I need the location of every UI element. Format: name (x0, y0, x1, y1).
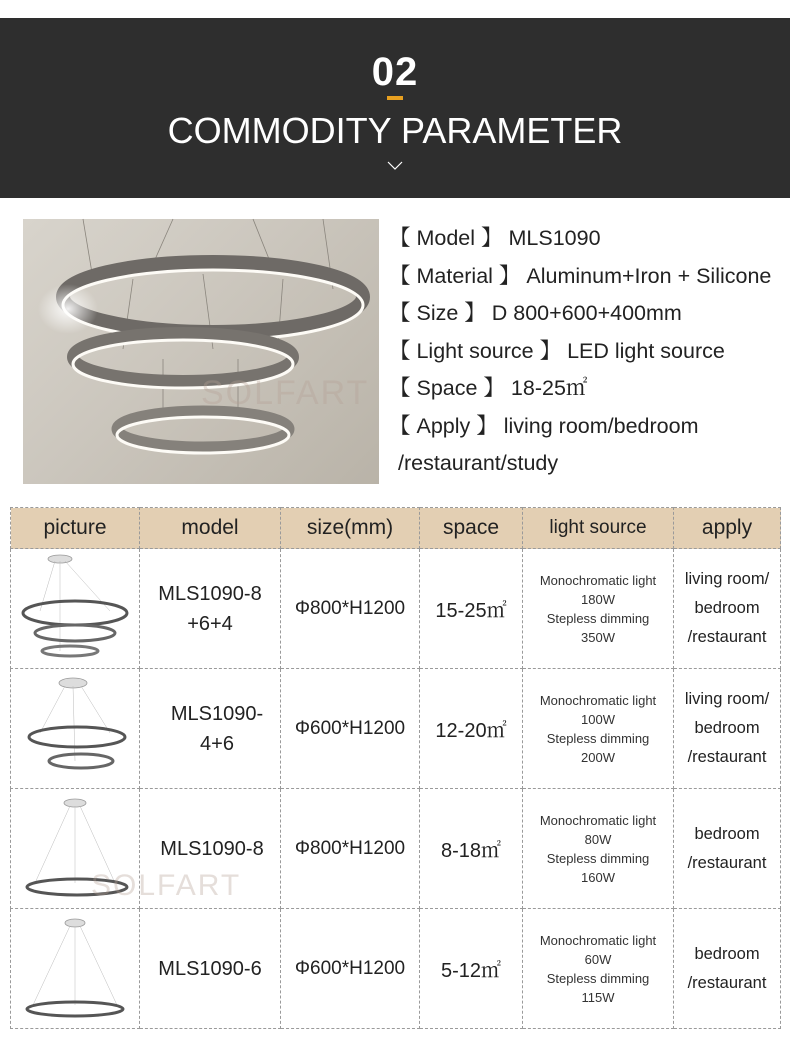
spec-space (389, 370, 784, 408)
three-ring-lamp-icon (15, 551, 135, 667)
spec-value: Aluminum+Iron + Silicone (526, 263, 772, 288)
apply-line: /restaurant (687, 628, 767, 646)
apply-cell (674, 669, 781, 789)
spec-value: LED light source (567, 338, 725, 363)
light-line: Monochromatic light (539, 932, 657, 948)
spec-apply (389, 408, 784, 446)
light-source-cell (523, 669, 674, 789)
table-row (11, 669, 781, 789)
table-row (11, 909, 781, 1029)
space-cell: 8-18㎡ (420, 789, 523, 909)
model-cell (140, 549, 281, 669)
spec-label: 【 Model 】 (389, 226, 503, 250)
header-size: size(mm) (281, 508, 420, 549)
spec-light-source (389, 333, 784, 371)
table-row (11, 549, 781, 669)
spec-size (389, 295, 784, 333)
chevron-down-icon (385, 156, 405, 176)
spec-label: 【 Light source 】 (389, 338, 562, 363)
apply-cell (674, 789, 781, 909)
spec-value: D 800+600+400mm (491, 301, 682, 325)
apply-line: bedroom (694, 824, 760, 843)
light-line: Stepless dimming (546, 850, 650, 866)
light-line: Monochromatic light (539, 692, 657, 708)
apply-cell (674, 549, 781, 669)
product-thumbnail (11, 549, 140, 669)
space-cell: 5-12㎡ (420, 909, 523, 1029)
apply-line: bedroom (694, 719, 760, 737)
header-apply: apply (674, 508, 781, 549)
apply-line: /restaurant (687, 853, 767, 872)
spec-label: 【 Apply 】 (389, 413, 498, 438)
section-banner (0, 18, 790, 198)
product-photo (23, 219, 379, 484)
header-model: model (140, 508, 281, 549)
apply-line: bedroom (694, 944, 760, 963)
model-line: MLS1090-6 (158, 957, 262, 980)
table-row (11, 789, 781, 909)
model-line: MLS1090-8 (160, 837, 264, 860)
light-line: 115W (581, 989, 615, 1005)
watermark-logo: SOLFART (201, 374, 370, 412)
size-cell: Φ800*H1200 (281, 789, 420, 909)
light-line: Stepless dimming (546, 730, 650, 746)
spec-value: MLS1090 (508, 226, 601, 250)
header-light-source: light source (523, 508, 674, 549)
model-cell (140, 669, 281, 789)
light-line: Stepless dimming (546, 610, 650, 626)
table-header-row (11, 508, 781, 549)
accent-underline (387, 96, 403, 100)
light-line: Monochromatic light (539, 572, 657, 588)
spec-label: 【 Space 】 (389, 376, 505, 400)
spec-apply-continued: /restaurant/study (398, 451, 559, 475)
spec-value: living room/bedroom (503, 413, 699, 438)
spec-label: 【 Material 】 (389, 263, 521, 288)
model-line: MLS1090- (170, 702, 264, 725)
apply-line: /restaurant (687, 973, 767, 992)
apply-line: living room/ (684, 570, 770, 588)
light-line: 180W (581, 591, 615, 607)
light-source-cell (523, 549, 674, 669)
section-number: 02 (371, 50, 419, 94)
chandelier-illustration (23, 219, 379, 484)
light-line: 100W (581, 711, 615, 727)
apply-line: bedroom (694, 599, 760, 617)
model-line: MLS1090-8 (158, 582, 262, 605)
light-line: Stepless dimming (546, 970, 650, 986)
header-space: space (420, 508, 523, 549)
light-source-cell (523, 909, 674, 1029)
parameter-table (10, 507, 781, 1029)
light-line: Monochromatic light (539, 812, 657, 828)
spec-label: 【 Size 】 (389, 301, 486, 325)
single-ring-lamp-icon (15, 911, 135, 1027)
light-line: 200W (581, 749, 615, 765)
size-cell: Φ600*H1200 (281, 909, 420, 1029)
light-source-cell (523, 789, 674, 909)
spec-material (389, 258, 784, 296)
apply-line: /restaurant (687, 748, 767, 766)
light-line: 350W (581, 629, 615, 645)
header-picture: picture (11, 508, 140, 549)
light-line: 80W (584, 831, 612, 847)
light-line: 60W (584, 951, 612, 967)
model-line: 4+6 (200, 732, 234, 755)
two-ring-lamp-icon (15, 671, 135, 787)
product-thumbnail (11, 669, 140, 789)
light-line: 160W (581, 869, 615, 885)
spec-list (389, 220, 784, 483)
space-cell: 15-25㎡ (420, 549, 523, 669)
space-cell: 12-20㎡ (420, 669, 523, 789)
section-title: COMMODITY PARAMETER (167, 110, 623, 151)
watermark-logo: SOLFART (91, 869, 242, 902)
spec-value: 18-25㎡ (510, 376, 588, 400)
apply-cell (674, 909, 781, 1029)
size-cell: Φ600*H1200 (281, 669, 420, 789)
model-line: +6+4 (187, 612, 233, 635)
size-cell: Φ800*H1200 (281, 549, 420, 669)
model-cell (140, 909, 281, 1029)
spec-model (389, 220, 784, 258)
apply-line: living room/ (684, 690, 770, 708)
product-thumbnail (11, 909, 140, 1029)
